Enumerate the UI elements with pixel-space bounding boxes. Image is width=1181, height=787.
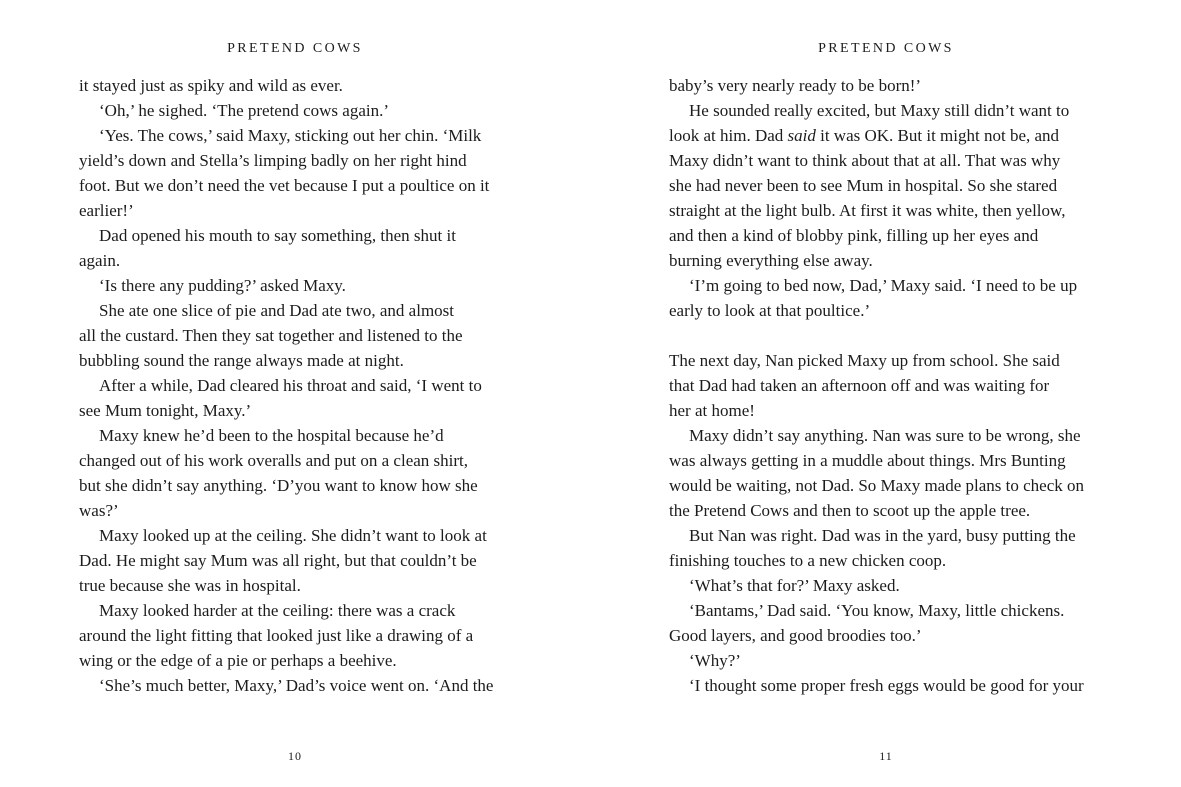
text-line: again. <box>79 251 121 270</box>
text-line: she had never been to see Mum in hospital. So she stared <box>669 176 1058 195</box>
text-line: early to look at that poultice.’ <box>669 301 871 320</box>
text-line: Maxy didn’t want to think about that at all. That was why <box>669 151 1061 170</box>
left-page <box>0 0 590 787</box>
text-line: Good layers, and good broodies too.’ <box>669 626 922 645</box>
text-line: straight at the light bulb. At first it was white, then yellow, <box>669 201 1066 220</box>
text-line: foot. But we don’t need the vet because I put a poultice on it <box>79 176 490 195</box>
text-line: changed out of his work overalls and put on a clean shirt, <box>79 451 469 470</box>
text-line: ‘She’s much better, Maxy,’ Dad’s voice went on. ‘And the <box>99 676 494 695</box>
text-line: burning everything else away. <box>669 251 873 270</box>
text-line: After a while, Dad cleared his throat and said, ‘I went to <box>99 376 482 395</box>
text-line: baby’s very nearly ready to be born!’ <box>669 76 922 95</box>
text-line: ‘Bantams,’ Dad said. ‘You know, Maxy, little chickens. <box>689 601 1065 620</box>
text-line: around the light fitting that looked just like a drawing of a <box>79 626 474 645</box>
text-line: the Pretend Cows and then to scoot up the apple tree. <box>669 501 1031 520</box>
text-line: ‘Is there any pudding?’ asked Maxy. <box>99 276 346 295</box>
text-line: Maxy looked harder at the ceiling: there was a crack <box>99 601 456 620</box>
text-line: She ate one slice of pie and Dad ate two, and almost <box>99 301 454 320</box>
text-line: Maxy knew he’d been to the hospital because he’d <box>99 426 444 445</box>
text-line: ‘I’m going to bed now, Dad,’ Maxy said. ‘I need to be up <box>689 276 1078 295</box>
section-break <box>669 323 1084 348</box>
text-line: bubbling sound the range always made at night. <box>79 351 404 370</box>
text-line: yield’s down and Stella’s limping badly on her right hind <box>79 151 467 170</box>
text-line: and then a kind of blobby pink, filling up her eyes and <box>669 226 1039 245</box>
text-line: The next day, Nan picked Maxy up from school. She said <box>669 351 1060 370</box>
text-line: ‘Oh,’ he sighed. ‘The pretend cows again.’ <box>99 101 389 120</box>
running-head: PRETEND COWS <box>227 41 363 56</box>
text-line: He sounded really excited, but Maxy still didn’t want to <box>689 101 1070 120</box>
text-line: see Mum tonight, Maxy.’ <box>79 401 252 420</box>
page-number: 11 <box>879 749 893 763</box>
text-line: was?’ <box>79 501 119 520</box>
body-text <box>79 73 493 698</box>
running-head: PRETEND COWS <box>818 41 954 56</box>
right-page <box>591 0 1181 787</box>
text-line: it stayed just as spiky and wild as ever. <box>79 76 343 95</box>
text-line: would be waiting, not Dad. So Maxy made plans to check on <box>669 476 1085 495</box>
text-line <box>669 123 1084 148</box>
text-line: Dad. He might say Mum was all right, but that couldn’t be <box>79 551 477 570</box>
page-number: 10 <box>288 749 302 763</box>
text-line: that Dad had taken an afternoon off and was waiting for <box>669 376 1050 395</box>
text-line: ‘Yes. The cows,’ said Maxy, sticking out her chin. ‘Milk <box>99 126 482 145</box>
text-line: finishing touches to a new chicken coop. <box>669 551 947 570</box>
body-text <box>669 73 1084 698</box>
text-line: all the custard. Then they sat together and listened to the <box>79 326 463 345</box>
text-line: was always getting in a muddle about things. Mrs Bunting <box>669 451 1066 470</box>
text-line: her at home! <box>669 401 755 420</box>
text-line: Dad opened his mouth to say something, then shut it <box>99 226 456 245</box>
text-line: Maxy looked up at the ceiling. She didn’t want to look at <box>99 526 487 545</box>
text-line: earlier!’ <box>79 201 134 220</box>
text-line: ‘Why?’ <box>689 651 741 670</box>
text-line: ‘What’s that for?’ Maxy asked. <box>689 576 900 595</box>
text-line: but she didn’t say anything. ‘D’you want to know how she <box>79 476 478 495</box>
text-line: Maxy didn’t say anything. Nan was sure to be wrong, she <box>689 426 1081 445</box>
emphasized-word: said <box>787 126 816 145</box>
text-line: wing or the edge of a pie or perhaps a beehive. <box>79 651 397 670</box>
text-line: true because she was in hospital. <box>79 576 301 595</box>
text-line: ‘I thought some proper fresh eggs would be good for your <box>689 676 1084 695</box>
text-run: it was OK. But it might not be, and <box>815 126 1060 145</box>
text-run: look at him. Dad <box>669 126 788 145</box>
text-line: But Nan was right. Dad was in the yard, busy putting the <box>689 526 1076 545</box>
